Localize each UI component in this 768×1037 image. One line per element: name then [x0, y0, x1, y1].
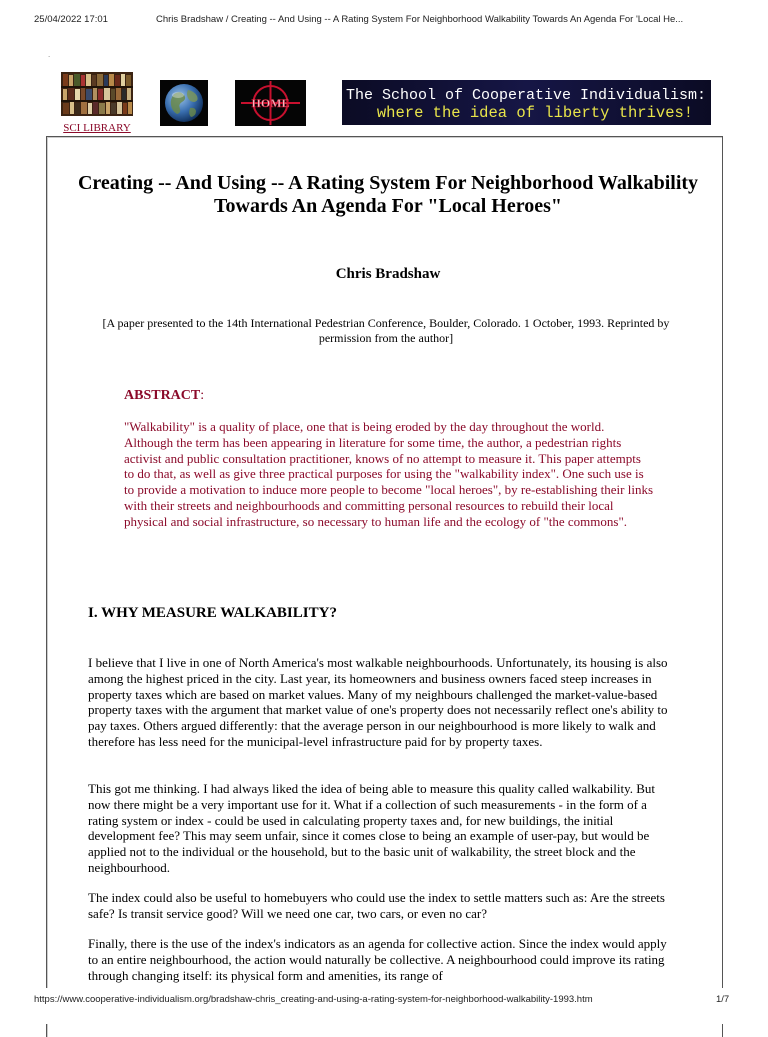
- paragraph: This got me thinking. I had always liked the idea of being able to measure this quality called walkability. But now there might be a very important use for it. What if a collection of such measurements - in the form of a rating system or index - could be used in calculating property taxes and, for new buildings, the initial development fee? This may seem unfair, since it comes close to being an example of user-pay, but would be applied not to the individual or the household, but to the basic unit of walkability, the street block and the neighbourhood.: [88, 781, 656, 875]
- paragraph: Finally, there is the use of the index's indicators as an agenda for collective action. Since the index would apply to an entire neighbourhood, the action would naturally be collective. A neighbourhood could improve its rating through changing itself: its physical form and amenities, its range of: [88, 936, 667, 983]
- paragraph: The index could also be useful to homebuyers who could use the index to settle matters such as: Are the streets safe? Is transit service good? Will we need one car, two cars, or even no car?: [88, 890, 665, 921]
- abstract-text: "Walkability" is a quality of place, one that is being eroded by the day throughout the world. Although the term has been appearing in literature for some time, the author, a pedestrian rights activist and public consultation practitioner, knows of no attempt to measure it. This paper attempts to do that, as well as give three practical purposes for using the "walkability index". One such use is to provide a motivation to induce more people to become "local heroes", by re-establishing their links with their streets and neighbourhoods and committing personal resources to rebuild their local physical and social infrastructure, so necessary to human life and the ecology of "the commons".: [124, 419, 654, 529]
- globe-link[interactable]: [160, 80, 208, 126]
- banner-line-2: where the idea of liberty thrives!: [376, 104, 694, 122]
- abstract-heading: [124, 388, 204, 404]
- section-heading: I. WHY MEASURE WALKABILITY?: [88, 605, 337, 621]
- school-banner-link[interactable]: [342, 80, 711, 125]
- home-link[interactable]: [235, 80, 306, 126]
- print-datetime: 25/04/2022 17:01: [34, 14, 108, 25]
- print-url: https://www.cooperative-individualism.org/bradshaw-chris_creating-and-using-a-rating-system-for-neighborhood-walkability-1993.htm: [34, 994, 593, 1005]
- print-page-number: 1/7: [716, 994, 730, 1005]
- abstract-colon: :: [200, 388, 205, 403]
- globe-icon: [160, 80, 208, 126]
- school-banner: [342, 80, 711, 125]
- page-title: Creating -- And Using -- A Rating System For Neighborhood Walkability Towards An Agenda For "Local Heroes": [77, 172, 699, 217]
- author-name: Chris Bradshaw: [335, 266, 441, 282]
- print-page-title: Chris Bradshaw / Creating -- And Using -- A Rating System For Neighborhood Walkability Towards An Agenda For 'Local He...: [156, 14, 684, 25]
- home-target-icon: [235, 80, 306, 126]
- sci-library-label: SCI LIBRARY: [63, 122, 131, 134]
- banner-line-1: The School of Cooperative Individualism:: [345, 87, 707, 104]
- decorative-dot: .: [48, 50, 51, 59]
- home-label: HOME: [251, 96, 290, 110]
- publication-note: [A paper presented to the 14th International Pedestrian Conference, Boulder, Colorado. 1 October, 1993. Reprinted by permission from the author]: [102, 316, 670, 345]
- paragraph: I believe that I live in one of North America's most walkable neighbourhoods. Unfortunately, its housing is also among the highest priced in the city. Last year, its homeowners and business owners faced steep increases in property taxes which are based on market values. Many of my neighbours challenged the market-value-based property taxes with the argument that market value of one's property does not necessarily reflect one's ability to pay taxes. Others argued differently: that the average person in our neighbourhood is more likely to walk and therefore has less need for the municipal-level infrastructure paid for by property taxes.: [88, 655, 668, 749]
- abstract-label: ABSTRACT: [124, 388, 201, 403]
- bookshelf-icon: [61, 72, 133, 116]
- sci-library-link[interactable]: [60, 72, 134, 134]
